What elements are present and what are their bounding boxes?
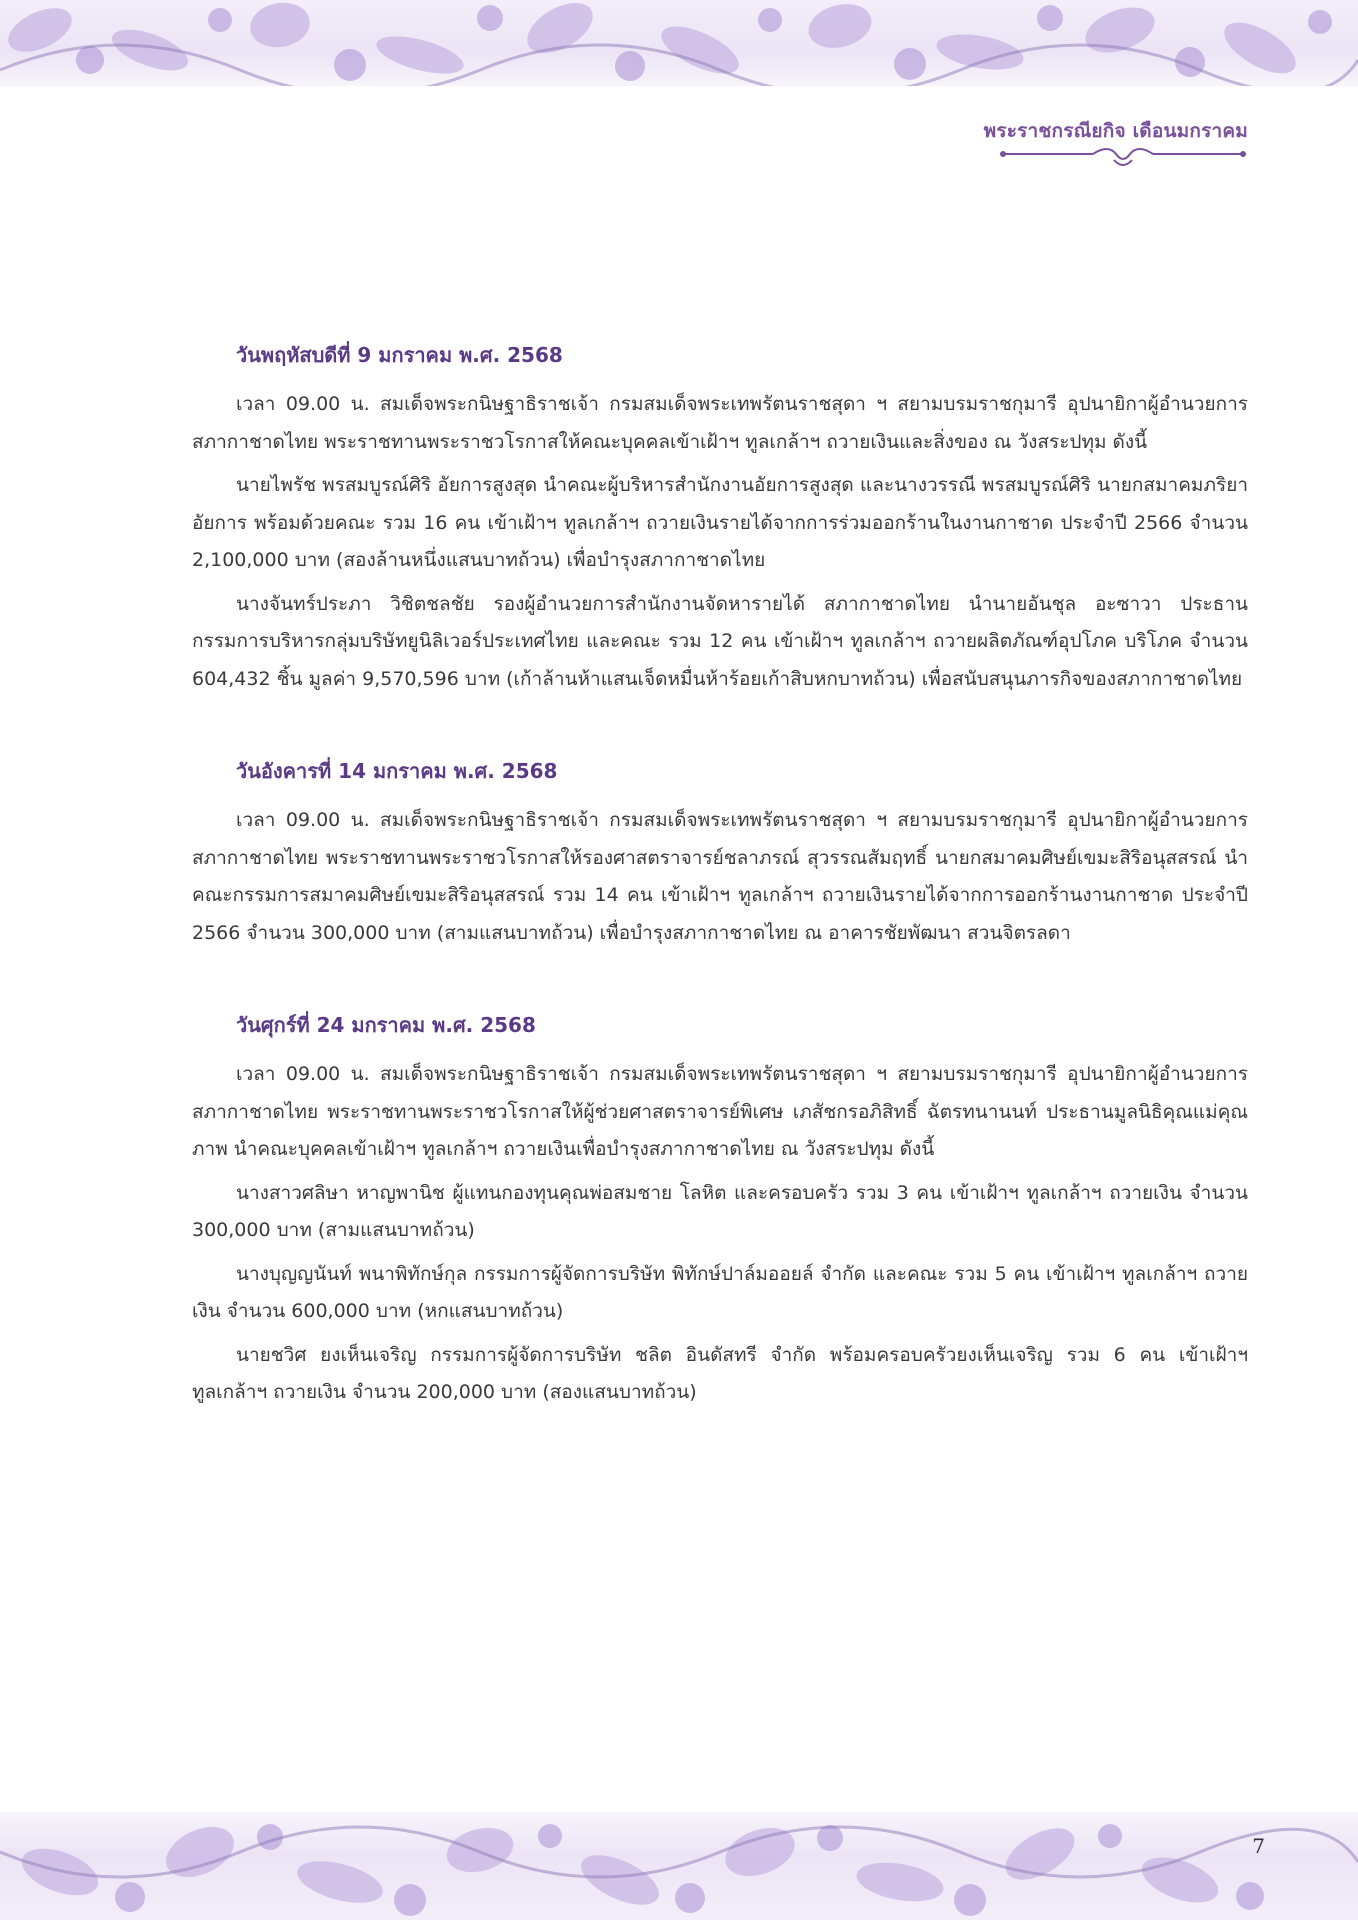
section-jan-14 — [192, 752, 1248, 952]
section-jan-24 — [192, 1006, 1248, 1412]
section-title: วันอังคารที่ 14 มกราคม พ.ศ. 2568 — [236, 759, 558, 783]
floral-pattern-icon — [0, 1812, 1358, 1920]
paragraph: เวลา 09.00 น. สมเด็จพระกนิษฐาธิราชเจ้า กรมสมเด็จพระเทพรัตนราชสุดา ฯ สยามบรมราชกุมารี อุปนายิกาผู้อำนวยการสภากาชาดไทย พระราชทานพระราชวโรกาสให้คณะบุคคลเข้าเฝ้าฯ ทูลเกล้าฯ ถวายเงินและสิ่งของ ณ วังสระปทุม ดังนี้ — [192, 393, 1248, 453]
page-number: 7 — [1252, 1834, 1265, 1858]
paragraph: เวลา 09.00 น. สมเด็จพระกนิษฐาธิราชเจ้า กรมสมเด็จพระเทพรัตนราชสุดา ฯ สยามบรมราชกุมารี อุปนายิกาผู้อำนวยการสภากาชาดไทย พระราชทานพระราชวโรกาสให้ผู้ช่วยศาสตราจารย์พิเศษ เภสัชกรอภิสิทธิ์ ฉัตรทนานนท์ ประธานมูลนิธิคุณแม่คุณภาพ นำคณะบุคคลเข้าเฝ้าฯ ทูลเกล้าฯ ถวายเงินเพื่อบำรุงสภากาชาดไทย ณ วังสระปทุม ดังนี้ — [192, 1063, 1248, 1160]
paragraph: นางบุญญนันท์ พนาพิทักษ์กุล กรรมการผู้จัดการบริษัท พิทักษ์ปาล์มออยล์ จำกัด และคณะ รวม 5 คน เข้าเฝ้าฯ ทูลเกล้าฯ ถวายเงิน จำนวน 600,000 บาท (หกแสนบาทถ้วน) — [192, 1262, 1248, 1322]
paragraph: นายไพรัช พรสมบูรณ์ศิริ อัยการสูงสุด นำคณะผู้บริหารสำนักงานอัยการสูงสุด และนางวรรณี พรสมบูรณ์ศิริ นายกสมาคมภริยาอัยการ พร้อมด้วยคณะ รวม 16 คน เข้าเฝ้าฯ ทูลเกล้าฯ ถวายเงินรายได้จากการร่วมออกร้านในงานกาชาด ประจำปี 2566 จำนวน 2,100,000 บาท (สองล้านหนึ่งแสนบาทถ้วน) เพื่อบำรุงสภากาชาดไทย — [192, 474, 1248, 571]
section-jan-9 — [192, 336, 1248, 698]
top-floral-banner — [0, 0, 1358, 86]
running-header — [848, 116, 1248, 146]
paragraph: นางสาวศลิษา หาญพานิช ผู้แทนกองทุนคุณพ่อสมชาย โลหิต และครอบครัว รวม 3 คน เข้าเฝ้าฯ ทูลเกล้าฯ ถวายเงิน จำนวน 300,000 บาท (สามแสนบาทถ้วน) — [192, 1181, 1248, 1241]
paragraph: นายชวิศ ยงเห็นเจริญ กรรมการผู้จัดการบริษัท ชลิต อินดัสทรี จำกัด พร้อมครอบครัวยงเห็นเจริญ รวม 6 คน เข้าเฝ้าฯ ทูลเกล้าฯ ถวายเงิน จำนวน 200,000 บาท (สองแสนบาทถ้วน) — [192, 1343, 1248, 1403]
paragraph: เวลา 09.00 น. สมเด็จพระกนิษฐาธิราชเจ้า กรมสมเด็จพระเทพรัตนราชสุดา ฯ สยามบรมราชกุมารี อุปนายิกาผู้อำนวยการสภากาชาดไทย พระราชทานพระราชวโรกาสให้รองศาสตราจารย์ชลาภรณ์ สุวรรณสัมฤทธิ์ นายกสมาคมศิษย์เขมะสิริอนุสสรณ์ นำคณะกรรมการสมาคมศิษย์เขมะสิริอนุสสรณ์ รวม 14 คน เข้าเฝ้าฯ ทูลเกล้าฯ ถวายเงินรายได้จากการออกร้านงานกาชาด ประจำปี 2566 จำนวน 300,000 บาท (สามแสนบาทถ้วน) เพื่อบำรุงสภากาชาดไทย ณ อาคารชัยพัฒนา สวนจิตรลดา — [192, 809, 1248, 944]
section-title: วันศุกร์ที่ 24 มกราคม พ.ศ. 2568 — [236, 1013, 536, 1037]
floral-pattern-icon — [0, 0, 1358, 86]
bottom-floral-banner — [0, 1812, 1358, 1920]
header-title: พระราชกรณียกิจ เดือนมกราคม — [983, 120, 1248, 142]
flourish-divider-icon — [998, 146, 1248, 168]
paragraph: นางจันทร์ประภา วิชิตชลชัย รองผู้อำนวยการสำนักงานจัดหารายได้ สภากาชาดไทย นำนายอันชุล อะซาวา ประธานกรรมการบริหารกลุ่มบริษัทยูนิลิเวอร์ประเทศไทย และคณะ รวม 12 คน เข้าเฝ้าฯ ทูลเกล้าฯ ถวายผลิตภัณฑ์อุปโภค บริโภค จำนวน 604,432 ชิ้น มูลค่า 9,570,596 บาท (เก้าล้านห้าแสนเจ็ดหมื่นห้าร้อยเก้าสิบหกบาทถ้วน) เพื่อสนับสนุนภารกิจของสภากาชาดไทย — [192, 592, 1248, 690]
document-body — [192, 336, 1248, 1466]
section-title: วันพฤหัสบดีที่ 9 มกราคม พ.ศ. 2568 — [236, 343, 563, 367]
